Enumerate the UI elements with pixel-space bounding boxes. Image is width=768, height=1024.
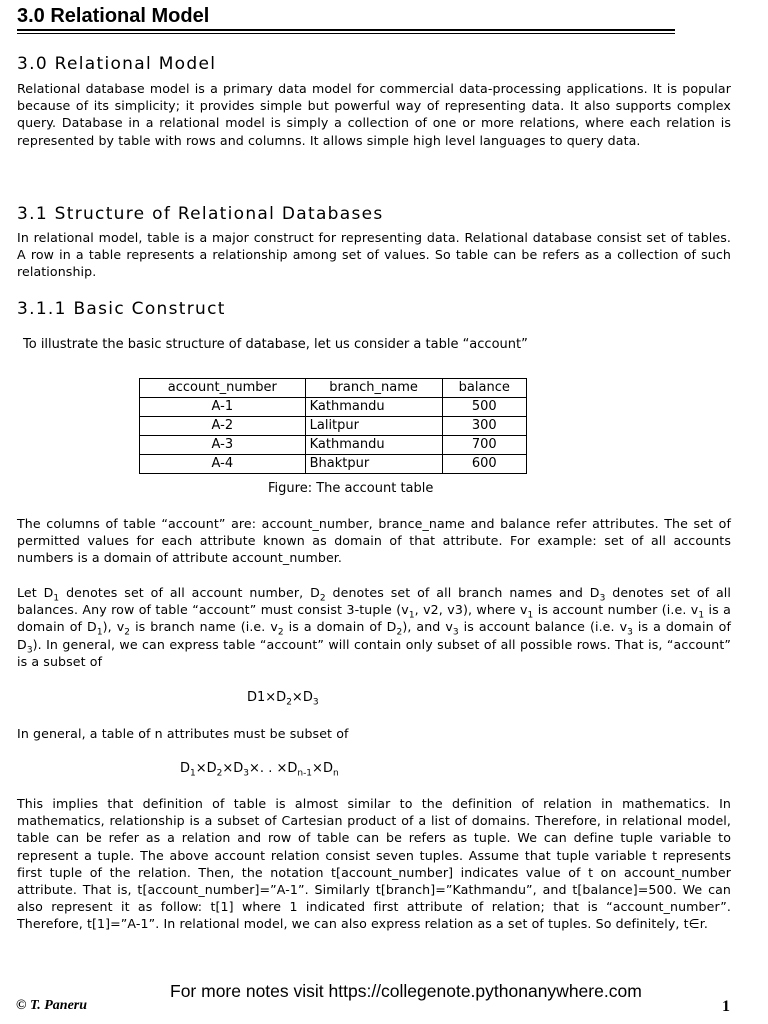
- columns-paragraph: The columns of table “account” are: account_number, brance_name and balance refer attributes. The set of permitted values for each attribute known as domain of that attribute. For example: set of all accounts numbers is a domain of attribute account_number.: [17, 516, 731, 566]
- section-heading-3-1-1: 3.1.1 Basic Construct: [17, 299, 226, 319]
- table-header-row: [140, 379, 527, 398]
- cell-branch-name: Kathmandu: [305, 436, 442, 455]
- table-intro-text: To illustrate the basic structure of database, let us consider a table “account”: [23, 337, 528, 352]
- cell-balance: 500: [442, 398, 526, 417]
- cartesian-formula-3: $D1\times D_2\times D_3$: [247, 690, 319, 708]
- column-header-balance: balance: [442, 379, 526, 398]
- column-header-account-number: account_number: [140, 379, 306, 398]
- column-header-branch-name: branch_name: [305, 379, 442, 398]
- cell-balance: 300: [442, 417, 526, 436]
- tuple-paragraph: This implies that definition of table is almost similar to the definition of relation in mathematics. In mathematics, relationship is a subset of Cartesian product of a list of domains. Therefore, in relational model, table can be refer as a relation and row of table can be refers as tuple. We can define tuple variable to represent a tuple. The above account relation consist seven tuples. Assume that tuple variable t represents first tuple of the relation. Then, the notation t[account_number] indicates value of t on account_number attribute. That is, t[account_number]=”A-1”. Similarly t[branch]=”Kathmandu”, and t[balance]=500. We can also represent it as follow: t[1] where 1 indicated first attribute of relation; that is “account_number”. Therefore, t[1]=”A-1”. In relational model, we can also express relation as a set of tuples. So definitely, t∈r.: [17, 796, 731, 932]
- cell-branch-name: Bhaktpur: [305, 455, 442, 474]
- section-heading-3-1: 3.1 Structure of Relational Databases: [17, 204, 384, 224]
- cell-account-number: A-2: [140, 417, 306, 436]
- cell-branch-name: Lalitpur: [305, 417, 442, 436]
- general-paragraph: In general, a table of n attributes must be subset of: [17, 726, 349, 741]
- section-3-0-body: Relational database model is a primary data model for commercial data-processing applications. It is popular because of its simplicity; it provides simple but powerful way of representing data. It also supports complex query. Database in a relational model is simply a collection of one or more relations, where each relation is represented by table with rows and columns. It allows simple high level languages to query data.: [17, 81, 731, 148]
- footer-notes-link[interactable]: For more notes visit https://collegenote.pythonanywhere.com: [170, 981, 642, 1001]
- page-number: 1: [722, 998, 730, 1015]
- cartesian-formula-n: $D_1\times D_2\times D_3\times$. . $\times D_{n-1}\times D_n$: [180, 761, 339, 779]
- section-heading-3-0: 3.0 Relational Model: [17, 54, 217, 74]
- cell-account-number: A-4: [140, 455, 306, 474]
- table-row: [140, 398, 527, 417]
- cell-account-number: A-3: [140, 436, 306, 455]
- domains-paragraph: Let $D_1$ denotes set of all account number, $D_2$ denotes set of all branch names and $D_3$ denotes set of all balances. Any row of table “account” must consist 3-tuple ($v_1$, v2, v3), where $v_1$ is account number (i.e. $v_1$ is a domain of $D_1$), $v_2$ is branch name (i.e. $v_2$ is a domain of $D_2$), and $v_3$ is account balance (i.e. $v_3$ is a domain of $D_3$). In general, we can express table “account” will contain only subset of all possible rows. That is, “account” is a subset of: [17, 585, 732, 669]
- cell-balance: 600: [442, 455, 526, 474]
- cell-branch-name: Kathmandu: [305, 398, 442, 417]
- copyright-text: © T. Paneru: [16, 998, 88, 1013]
- cell-balance: 700: [442, 436, 526, 455]
- table-row: [140, 436, 527, 455]
- section-3-1-body: In relational model, table is a major construct for representing data. Relational database consist set of tables. A row in a table represents a relationship among set of values. So table can be refers as a collection of such relationship.: [17, 230, 731, 280]
- account-table: [139, 378, 527, 474]
- table-row: [140, 417, 527, 436]
- page-header-title: 3.0 Relational Model: [17, 4, 675, 31]
- table-row: [140, 455, 527, 474]
- cell-account-number: A-1: [140, 398, 306, 417]
- table-caption: Figure: The account table: [268, 481, 434, 496]
